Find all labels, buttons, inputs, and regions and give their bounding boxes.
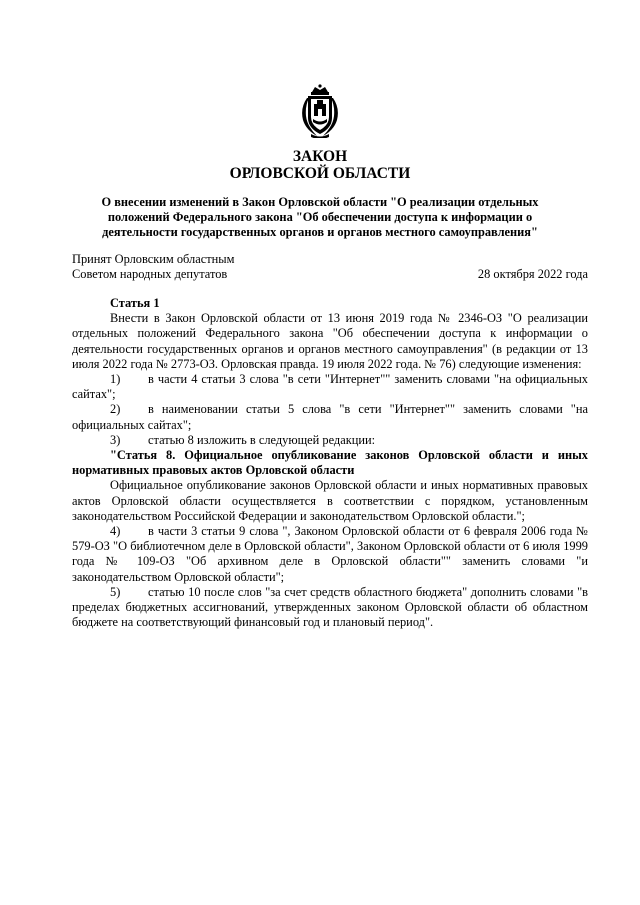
- region-name: ОРЛОВСКОЙ ОБЛАСТИ: [229, 165, 411, 182]
- document-title: ЗАКОН: [292, 148, 348, 165]
- list-item: [72, 433, 588, 448]
- item-number: 4): [110, 524, 121, 539]
- quoted-article-heading: "Статья 8. Официальное опубликование законов Орловской области и иных нормативных правовых актов Орловской области: [72, 448, 588, 478]
- list-item: [72, 402, 588, 432]
- item-text: в части 4 статьи 3 слова "в сети "Интернет"" заменить словами "на официальных сайтах";: [72, 372, 588, 402]
- item-number: 5): [110, 584, 121, 599]
- item-number: 3): [110, 432, 121, 447]
- item-number: 2): [110, 402, 121, 417]
- item-number: 1): [110, 372, 121, 387]
- adopted-by-line2: Советом народных депутатов: [72, 267, 228, 282]
- adoption-date: 28 октября 2022 года: [477, 267, 588, 282]
- list-item: [72, 372, 588, 402]
- item-text: в наименовании статьи 5 слова "в сети "Интернет"" заменить словами "на официальных сайтах";: [72, 402, 588, 432]
- item-text: статью 10 после слов "за счет средств областного бюджета" дополнить словами "в пределах бюджетных ассигнований, утвержденных законом Орловской области об областном бюджете на соответствующий финансовый год и плановый период".: [72, 584, 588, 630]
- article-intro: Внести в Закон Орловской области от 13 июня 2019 года № 2346-ОЗ "О реализации отдельных положений Федерального закона "Об обеспечении доступа к информации о деятельности государственных органов и органов местного самоуправления" (в редакции от 13 июля 2022 года № 2773-ОЗ. Орловская правда. 19 июля 2022 года. № 76) следующие изменения:: [72, 311, 588, 371]
- article-heading: Статья 1: [110, 296, 160, 310]
- adopted-by-line1: Принят Орловским областным: [72, 252, 235, 266]
- list-item: [72, 524, 588, 585]
- quoted-article-text: Официальное опубликование законов Орловской области и иных нормативных правовых актов Орловской области осуществляется в соответствии с порядком, установленным законодательством Российской Федерации и законодательством Орловской области.";: [72, 478, 588, 523]
- coat-of-arms-emblem: [297, 84, 343, 138]
- item-text: в части 3 статьи 9 слова ", Законом Орловской области от 6 февраля 2006 года № 579-ОЗ "О библиотечном деле в Орловской области", Законом Орловской области от 6 июля 1999 года № 109-ОЗ "Об архивном деле в Орловской области"" заменить словами "и законодательством Орловской области";: [72, 524, 588, 584]
- law-body: [72, 296, 588, 630]
- list-item: [72, 585, 588, 631]
- law-subject: О внесении изменений в Закон Орловской области "О реализации отдельных положений Федерального закона "Об обеспечении доступа к информации о деятельности государственных органов и органов местного самоуправления": [101, 195, 539, 240]
- item-text: статью 8 изложить в следующей редакции:: [148, 432, 376, 447]
- adoption-block: [72, 252, 588, 282]
